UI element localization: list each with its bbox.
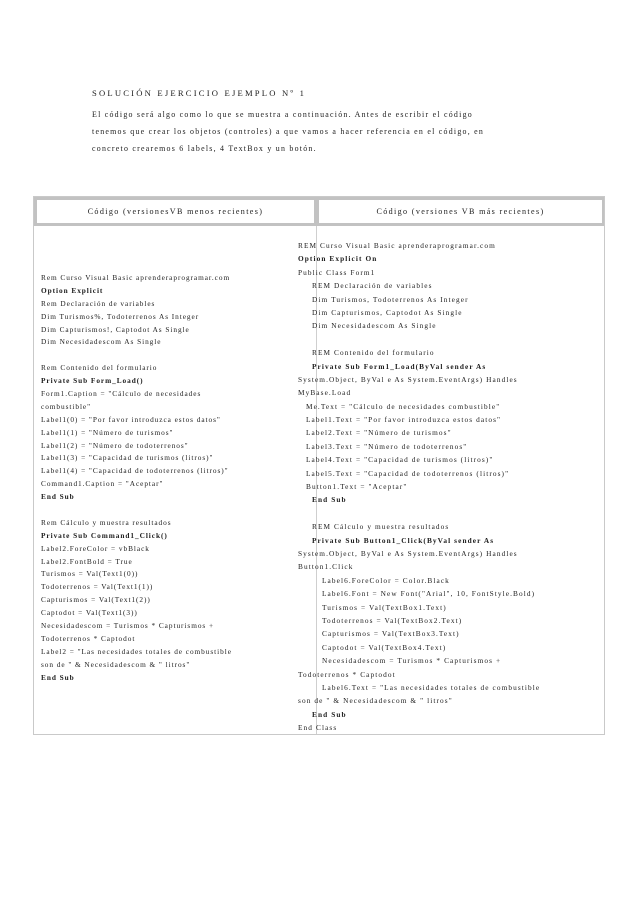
code-line: Option Explicit On bbox=[298, 254, 378, 264]
code-line: Captodot = Val(TextBox4.Text) bbox=[322, 642, 447, 652]
intro-line: El código será algo como lo que se muestra a continuación. Antes de escribir el código bbox=[92, 110, 473, 119]
code-line: son de " & Necesidadescom & " litros" bbox=[41, 659, 191, 669]
code-line: Dim Capturismos, Captodot As Single bbox=[312, 307, 463, 317]
code-line: Rem Declaración de variables bbox=[41, 298, 156, 308]
code-line: End Class bbox=[298, 723, 338, 733]
code-line: Todoterrenos * Captodot bbox=[298, 669, 396, 679]
code-line: Label1(1) = "Número de turismos" bbox=[41, 427, 174, 437]
code-line: Captodot = Val(Text1(3)) bbox=[41, 608, 138, 618]
code-line: Rem Cálculo y muestra resultados bbox=[41, 517, 172, 527]
code-line: Private Sub Command1_Click() bbox=[41, 530, 168, 540]
code-line: Label6.Font = New Font("Arial", 10, FontStyle.Bold) bbox=[322, 589, 536, 599]
code-line: Label1(2) = "Número de todoterrenos" bbox=[41, 440, 189, 450]
code-line: Private Sub Form_Load() bbox=[41, 376, 144, 386]
intro-line: concreto crearemos 6 labels, 4 TextBox y un botón. bbox=[92, 144, 317, 153]
code-line: System.Object, ByVal e As System.EventArgs) Handles bbox=[298, 374, 518, 384]
code-line bbox=[41, 504, 313, 517]
code-line: Dim Turismos%, Todoterrenos As Integer bbox=[41, 311, 200, 321]
code-line: Todoterrenos = Val(TextBox2.Text) bbox=[322, 615, 463, 625]
code-line bbox=[298, 333, 604, 346]
code-line: Me.Text = "Cálculo de necesidades combustible" bbox=[306, 401, 501, 411]
code-line bbox=[298, 507, 604, 520]
page-title: SOLUCIÓN EJERCICIO EJEMPLO Nº 1 bbox=[92, 87, 307, 98]
code-line: REM Declaración de variables bbox=[312, 281, 433, 291]
code-line: End Sub bbox=[312, 495, 347, 505]
right-column-header: Código (versiones VB más recientes) bbox=[319, 200, 602, 223]
code-line: Capturismos = Val(Text1(2)) bbox=[41, 595, 151, 605]
code-line: REM Cálculo y muestra resultados bbox=[312, 522, 450, 532]
modern-vb-code-column bbox=[298, 239, 604, 734]
code-line: End Sub bbox=[312, 709, 347, 719]
code-line: Label3.Text = "Número de todoterrenos" bbox=[306, 441, 468, 451]
code-line: Dim Capturismos!, Captodot As Single bbox=[41, 324, 190, 334]
code-line: Rem Contenido del formulario bbox=[41, 363, 158, 373]
code-line: MyBase.Load bbox=[298, 388, 352, 398]
code-comparison-table bbox=[33, 196, 605, 735]
code-line: Label1(3) = "Capacidad de turismos (litros)" bbox=[41, 453, 214, 463]
code-line: Private Sub Button1_Click(ByVal sender As bbox=[312, 535, 495, 545]
intro-paragraph bbox=[92, 106, 572, 157]
code-line: Dim Turismos, Todoterrenos As Integer bbox=[312, 294, 469, 304]
code-line: Necesidadescom = Turismos * Capturismos + bbox=[322, 656, 502, 666]
code-line: Dim Necesidadescom As Single bbox=[312, 321, 437, 331]
code-line: Label2.Text = "Número de turismos" bbox=[306, 428, 452, 438]
code-line: Label2.FontBold = True bbox=[41, 556, 133, 566]
intro-line: tenemos que crear los objetos (controles) a que vamos a hacer referencia en el código, en bbox=[92, 127, 485, 136]
code-line: Label4.Text = "Capacidad de turismos (litros)" bbox=[306, 455, 494, 465]
code-line: Label2 = "Las necesidades totales de combustible bbox=[41, 646, 232, 656]
code-line: Label1.Text = "Por favor introduzca estos datos" bbox=[306, 415, 502, 425]
code-line: Public Class Form1 bbox=[298, 267, 376, 277]
code-line: Todoterrenos = Val(Text1(1)) bbox=[41, 582, 154, 592]
code-line: Command1.Caption = "Aceptar" bbox=[41, 479, 164, 489]
legacy-vb-code-column bbox=[41, 272, 313, 685]
code-line: Label6.Text = "Las necesidades totales de combustible bbox=[322, 682, 541, 692]
code-line: Button1.Text = "Aceptar" bbox=[306, 482, 408, 492]
code-line: Option Explicit bbox=[41, 285, 104, 295]
code-line: REM Curso Visual Basic aprenderaprogramar.com bbox=[298, 241, 496, 250]
code-line: Dim Necesidadescom As Single bbox=[41, 337, 162, 347]
code-line: Button1.Click bbox=[298, 562, 354, 572]
code-line: Necesidadescom = Turismos * Capturismos + bbox=[41, 621, 215, 631]
code-line: Label1(0) = "Por favor introduzca estos datos" bbox=[41, 414, 221, 424]
left-column-header: Código (versionesVB menos recientes) bbox=[37, 200, 314, 223]
code-line: End Sub bbox=[41, 672, 75, 682]
code-line: End Sub bbox=[41, 492, 75, 502]
code-line: REM Contenido del formulario bbox=[312, 348, 435, 358]
table-header-row bbox=[34, 197, 604, 226]
code-line: Private Sub Form1_Load(ByVal sender As bbox=[312, 361, 487, 371]
code-line: Rem Curso Visual Basic aprenderaprogramar.com bbox=[41, 273, 231, 282]
code-line: Label2.ForeColor = vbBlack bbox=[41, 543, 150, 553]
code-line: Label1(4) = "Capacidad de todoterrenos (litros)" bbox=[41, 466, 229, 476]
code-line: Label6.ForeColor = Color.Black bbox=[322, 575, 450, 585]
code-line: combustible" bbox=[41, 401, 92, 411]
code-line bbox=[41, 349, 313, 362]
code-line: Turismos = Val(Text1(0)) bbox=[41, 569, 139, 579]
code-line: Label5.Text = "Capacidad de todoterrenos (litros)" bbox=[306, 468, 510, 478]
code-line: Todoterrenos * Captodot bbox=[41, 633, 136, 643]
code-line: Capturismos = Val(TextBox3.Text) bbox=[322, 629, 460, 639]
code-line: Turismos = Val(TextBox1.Text) bbox=[322, 602, 447, 612]
code-line: son de " & Necesidadescom & " litros" bbox=[298, 696, 453, 706]
code-line: System.Object, ByVal e As System.EventArgs) Handles bbox=[298, 548, 518, 558]
code-line: Form1.Caption = "Cálculo de necesidades bbox=[41, 389, 202, 399]
